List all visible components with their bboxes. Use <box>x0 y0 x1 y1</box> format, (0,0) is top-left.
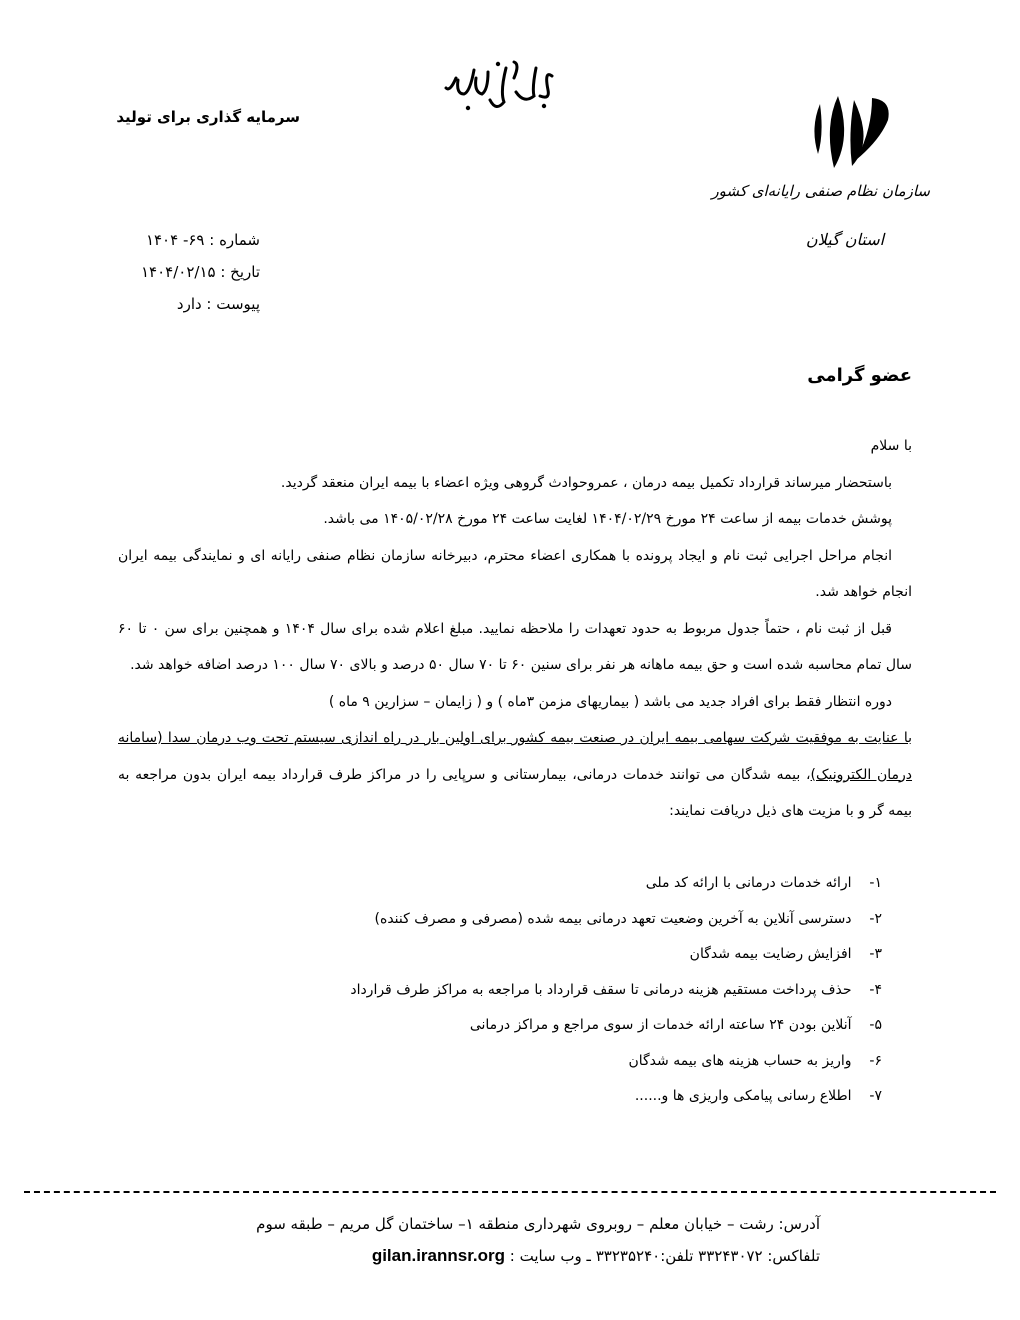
org-name-line1: سازمان نظام صنفی رایانه‌ای کشور <box>711 182 930 200</box>
paragraph-registration: انجام مراحل اجرایی ثبت نام و ایجاد پرونده با همکاری اعضاء محترم، دبیرخانه سازمان نظام صنفی رایانه ای و نمایندگی بیمه ایران انجام خواهد شد. <box>118 547 912 600</box>
list-item <box>200 1008 882 1044</box>
letter-attachment: پیوست : دارد <box>176 295 260 313</box>
footer-website-link[interactable]: gilan.irannsr.org <box>371 1246 506 1265</box>
footer-contact <box>150 1240 820 1272</box>
footer-address: آدرس: رشت – خیابان معلم – روبروی شهرداری منطقه ۱– ساختمان گل مریم – طبقه سوم <box>256 1215 820 1233</box>
org-name-line2: استان گیلان <box>805 230 885 249</box>
footer <box>150 1208 820 1272</box>
paragraph-sada-system <box>118 720 912 830</box>
letter-number: شماره : ۶۹- ۱۴۰۴ <box>145 231 260 249</box>
list-item-text: حذف پرداخت مستقیم هزینه درمانی تا سقف قرارداد با مراجعه به مراکز طرف قرارداد <box>350 981 852 998</box>
list-item-number: ۳- <box>869 946 882 962</box>
list-item-number: ۷- <box>869 1088 882 1104</box>
paragraph-waiting-period: دوره انتظار فقط برای افراد جدید می باشد ( بیماریهای مزمن ۳ماه ) و ( زایمان – سزارین ۹ ماه ) <box>328 693 892 710</box>
list-item-text: افزایش رضایت بیمه شدگان <box>689 946 852 962</box>
list-item-number: ۵- <box>869 1017 882 1033</box>
list-item <box>200 937 882 973</box>
list-item-number: ۴- <box>869 981 882 998</box>
basmala <box>440 58 570 124</box>
list-item-text: ارائه خدمات درمانی با ارائه کد ملی <box>645 875 852 891</box>
list-item <box>200 973 882 1009</box>
logo-emblem-icon <box>760 86 930 186</box>
list-item-number: ۲- <box>869 910 882 927</box>
list-item-number: ۱- <box>869 875 882 891</box>
list-item-text: دسترسی آنلاین به آخرین وضعیت تعهد درمانی بیمه شده (مصرفی و مصرف کننده) <box>374 910 852 927</box>
greeting: با سلام <box>870 438 912 454</box>
letter-date: تاریخ : ۱۴۰۴/۰۲/۱۵ <box>141 263 260 281</box>
basmala-calligraphy <box>440 58 570 124</box>
sada-system-highlight: با عنایت به موفقیت شرکت سهامی بیمه ایران در صنعت بیمه کشور برای اولین بار در راه اندازی سیستم تحت وب درمان سدا (سامانه درمان الکترونیک) <box>118 730 913 783</box>
salutation: عضو گرامی <box>807 365 912 386</box>
list-item-text: آنلاین بودن ۲۴ ساعته ارائه خدمات از سوی مراجع و مراکز درمانی <box>469 1017 852 1033</box>
list-item-text: واریز به حساب هزینه های بیمه شدگان <box>628 1052 852 1069</box>
footer-divider <box>24 1191 996 1193</box>
list-item <box>200 866 882 902</box>
list-item-text: اطلاع رسانی پیامکی واریزی ها و...... <box>634 1088 852 1104</box>
sada-system-rest: ، بیمه شدگان می توانند خدمات درمانی، بیمارستانی و سرپایی را در مراکز طرف قرارداد بیمه ایران بدون مراجعه به بیمه گر و با مزیت های ذیل دریافت نمایند: <box>118 766 912 819</box>
list-item <box>200 902 882 938</box>
footer-phone: تلفاکس: ۳۳۲۴۳۰۷۲ تلفن:۳۳۲۳۵۲۴۰ ـ وب سایت : <box>509 1247 820 1265</box>
paragraph-premium: قبل از ثبت نام ، حتماً جدول مربوط به حدود تعهدات را ملاحظه نمایید. مبلغ اعلام شده برای سال ۱۴۰۴ و همچنین برای سن ۰ تا ۶۰ سال تمام محاسبه شده است و حق بیمه ماهانه هر نفر برای سنین ۶۰ تا ۷۰ سال ۵۰ درصد و بالای ۷۰ سال ۱۰۰ درصد اضافه خواهد شد. <box>118 620 912 673</box>
letter-meta <box>60 224 260 320</box>
list-item-number: ۶- <box>869 1052 882 1069</box>
list-item <box>200 1079 882 1115</box>
paragraph-coverage: پوشش خدمات بیمه از ساعت ۲۴ مورخ ۱۴۰۴/۰۲/۲۹ لغایت ساعت ۲۴ مورخ ۱۴۰۵/۰۲/۲۸ می باشد. <box>323 511 892 527</box>
slogan: سرمایه گذاری برای تولید <box>116 108 300 126</box>
org-logo <box>711 86 930 276</box>
letter-body <box>118 428 912 830</box>
list-item <box>200 1044 882 1080</box>
feature-list <box>200 866 882 1115</box>
paragraph-contract: باستحضار میرساند قرارداد تکمیل بیمه درمان ، عمروحوادث گروهی ویژه اعضاء با بیمه ایران منعقد گردید. <box>280 474 892 491</box>
